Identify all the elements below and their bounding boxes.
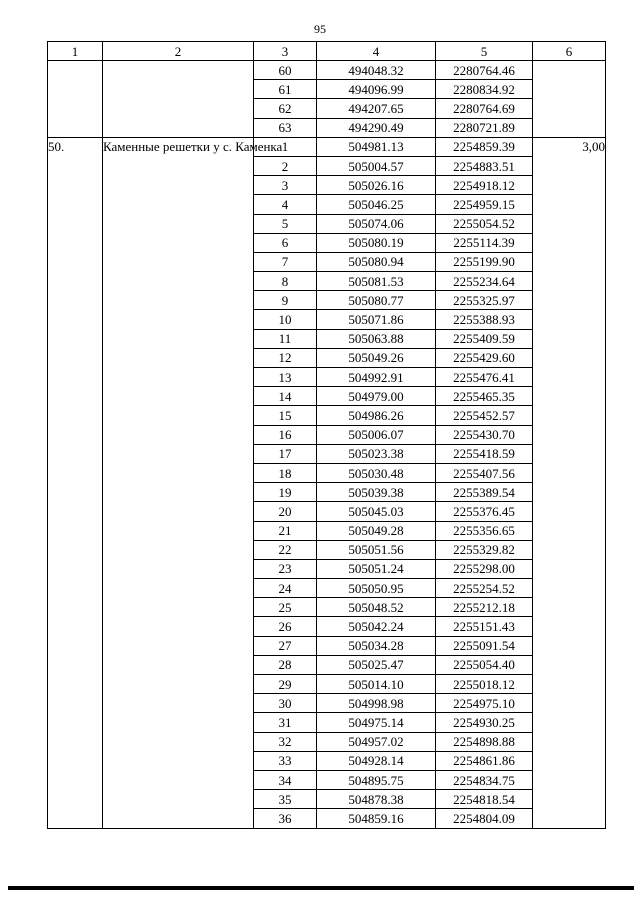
point-index: 4 bbox=[254, 195, 317, 214]
coord-y: 2255409.59 bbox=[436, 329, 533, 348]
point-index: 30 bbox=[254, 694, 317, 713]
point-index: 26 bbox=[254, 617, 317, 636]
coord-y: 2254959.15 bbox=[436, 195, 533, 214]
table-row bbox=[48, 137, 606, 156]
coord-x: 505049.26 bbox=[317, 348, 436, 367]
coordinates-table bbox=[47, 41, 606, 829]
bottom-rule bbox=[8, 886, 634, 890]
coord-x: 505006.07 bbox=[317, 425, 436, 444]
coord-y: 2254818.54 bbox=[436, 790, 533, 809]
coord-y: 2280721.89 bbox=[436, 118, 533, 137]
point-index: 60 bbox=[254, 61, 317, 80]
coord-y: 2254883.51 bbox=[436, 156, 533, 175]
coord-y: 2254975.10 bbox=[436, 694, 533, 713]
coord-x: 505025.47 bbox=[317, 655, 436, 674]
coord-y: 2255298.00 bbox=[436, 559, 533, 578]
point-index: 35 bbox=[254, 790, 317, 809]
coord-y: 2255151.43 bbox=[436, 617, 533, 636]
coord-x: 504957.02 bbox=[317, 732, 436, 751]
point-index: 18 bbox=[254, 463, 317, 482]
empty-area-cell bbox=[533, 61, 606, 138]
header-col-6: 6 bbox=[533, 42, 606, 61]
point-index: 9 bbox=[254, 291, 317, 310]
coord-x: 505081.53 bbox=[317, 272, 436, 291]
coord-x: 505014.10 bbox=[317, 675, 436, 694]
coord-y: 2280834.92 bbox=[436, 80, 533, 99]
coord-x: 505050.95 bbox=[317, 579, 436, 598]
coord-x: 505023.38 bbox=[317, 444, 436, 463]
coord-y: 2255407.56 bbox=[436, 463, 533, 482]
coord-y: 2255329.82 bbox=[436, 540, 533, 559]
coord-x: 505080.94 bbox=[317, 252, 436, 271]
point-index: 61 bbox=[254, 80, 317, 99]
object-number: 50. bbox=[48, 137, 103, 828]
coord-x: 505063.88 bbox=[317, 329, 436, 348]
point-index: 62 bbox=[254, 99, 317, 118]
point-index: 7 bbox=[254, 252, 317, 271]
coord-x: 505051.24 bbox=[317, 559, 436, 578]
coord-x: 505074.06 bbox=[317, 214, 436, 233]
coord-y: 2254804.09 bbox=[436, 809, 533, 828]
coord-x: 504975.14 bbox=[317, 713, 436, 732]
coord-y: 2255429.60 bbox=[436, 348, 533, 367]
coord-x: 504981.13 bbox=[317, 137, 436, 156]
point-index: 21 bbox=[254, 521, 317, 540]
object-area: 3,00 bbox=[533, 137, 606, 828]
coord-y: 2255054.52 bbox=[436, 214, 533, 233]
coord-y: 2255356.65 bbox=[436, 521, 533, 540]
coord-x: 494207.65 bbox=[317, 99, 436, 118]
point-index: 34 bbox=[254, 770, 317, 789]
point-index: 19 bbox=[254, 483, 317, 502]
point-index: 63 bbox=[254, 118, 317, 137]
point-index: 10 bbox=[254, 310, 317, 329]
page-number: 95 bbox=[314, 22, 326, 36]
coord-x: 505080.19 bbox=[317, 233, 436, 252]
point-index: 27 bbox=[254, 636, 317, 655]
coord-x: 504979.00 bbox=[317, 387, 436, 406]
point-index: 5 bbox=[254, 214, 317, 233]
coord-x: 505004.57 bbox=[317, 156, 436, 175]
point-index: 15 bbox=[254, 406, 317, 425]
coord-y: 2254898.88 bbox=[436, 732, 533, 751]
point-index: 17 bbox=[254, 444, 317, 463]
point-index: 6 bbox=[254, 233, 317, 252]
table-header bbox=[48, 42, 606, 61]
header-col-2: 2 bbox=[103, 42, 254, 61]
coord-y: 2254930.25 bbox=[436, 713, 533, 732]
point-index: 25 bbox=[254, 598, 317, 617]
coord-y: 2255452.57 bbox=[436, 406, 533, 425]
coord-x: 505080.77 bbox=[317, 291, 436, 310]
point-index: 1 bbox=[254, 137, 317, 156]
point-index: 28 bbox=[254, 655, 317, 674]
coord-y: 2255234.64 bbox=[436, 272, 533, 291]
coord-y: 2255054.40 bbox=[436, 655, 533, 674]
coord-y: 2254834.75 bbox=[436, 770, 533, 789]
coord-x: 505046.25 bbox=[317, 195, 436, 214]
coord-y: 2254861.86 bbox=[436, 751, 533, 770]
point-index: 29 bbox=[254, 675, 317, 694]
coord-x: 504895.75 bbox=[317, 770, 436, 789]
continuation-rows bbox=[48, 61, 606, 138]
point-index: 11 bbox=[254, 329, 317, 348]
coord-y: 2280764.46 bbox=[436, 61, 533, 80]
coord-y: 2255389.54 bbox=[436, 483, 533, 502]
coord-x: 505026.16 bbox=[317, 176, 436, 195]
coord-y: 2255091.54 bbox=[436, 636, 533, 655]
coord-y: 2255430.70 bbox=[436, 425, 533, 444]
coord-y: 2254918.12 bbox=[436, 176, 533, 195]
point-index: 14 bbox=[254, 387, 317, 406]
coord-y: 2255388.93 bbox=[436, 310, 533, 329]
coord-x: 504986.26 bbox=[317, 406, 436, 425]
point-index: 12 bbox=[254, 348, 317, 367]
point-index: 8 bbox=[254, 272, 317, 291]
coord-x: 494048.32 bbox=[317, 61, 436, 80]
coord-y: 2255254.52 bbox=[436, 579, 533, 598]
header-col-1: 1 bbox=[48, 42, 103, 61]
point-index: 3 bbox=[254, 176, 317, 195]
empty-name-cell bbox=[103, 61, 254, 138]
coord-y: 2255114.39 bbox=[436, 233, 533, 252]
coord-x: 505030.48 bbox=[317, 463, 436, 482]
table-row bbox=[48, 61, 606, 80]
coord-x: 504998.98 bbox=[317, 694, 436, 713]
point-index: 36 bbox=[254, 809, 317, 828]
coord-y: 2255018.12 bbox=[436, 675, 533, 694]
header-col-3: 3 bbox=[254, 42, 317, 61]
coord-x: 505051.56 bbox=[317, 540, 436, 559]
coord-x: 504859.16 bbox=[317, 809, 436, 828]
point-index: 22 bbox=[254, 540, 317, 559]
coord-y: 2255418.59 bbox=[436, 444, 533, 463]
coord-x: 505042.24 bbox=[317, 617, 436, 636]
header-row bbox=[48, 42, 606, 61]
coord-x: 494096.99 bbox=[317, 80, 436, 99]
coord-y: 2255465.35 bbox=[436, 387, 533, 406]
coord-y: 2255325.97 bbox=[436, 291, 533, 310]
coord-x: 505034.28 bbox=[317, 636, 436, 655]
point-index: 16 bbox=[254, 425, 317, 444]
point-index: 13 bbox=[254, 368, 317, 387]
coord-x: 505071.86 bbox=[317, 310, 436, 329]
coord-x: 504878.38 bbox=[317, 790, 436, 809]
object-name: Каменные решетки у с. Каменка bbox=[103, 137, 254, 828]
point-index: 31 bbox=[254, 713, 317, 732]
coord-y: 2280764.69 bbox=[436, 99, 533, 118]
coord-x: 505048.52 bbox=[317, 598, 436, 617]
coord-x: 504928.14 bbox=[317, 751, 436, 770]
header-col-4: 4 bbox=[317, 42, 436, 61]
point-index: 32 bbox=[254, 732, 317, 751]
coord-x: 505049.28 bbox=[317, 521, 436, 540]
coord-x: 505045.03 bbox=[317, 502, 436, 521]
coord-y: 2255199.90 bbox=[436, 252, 533, 271]
empty-no-cell bbox=[48, 61, 103, 138]
coord-y: 2255476.41 bbox=[436, 368, 533, 387]
coord-x: 504992.91 bbox=[317, 368, 436, 387]
coord-y: 2255376.45 bbox=[436, 502, 533, 521]
point-index: 23 bbox=[254, 559, 317, 578]
coord-y: 2255212.18 bbox=[436, 598, 533, 617]
point-index: 20 bbox=[254, 502, 317, 521]
point-index: 24 bbox=[254, 579, 317, 598]
coord-x: 494290.49 bbox=[317, 118, 436, 137]
point-index: 2 bbox=[254, 156, 317, 175]
section-rows bbox=[48, 137, 606, 828]
point-index: 33 bbox=[254, 751, 317, 770]
coord-x: 505039.38 bbox=[317, 483, 436, 502]
coord-y: 2254859.39 bbox=[436, 137, 533, 156]
header-col-5: 5 bbox=[436, 42, 533, 61]
